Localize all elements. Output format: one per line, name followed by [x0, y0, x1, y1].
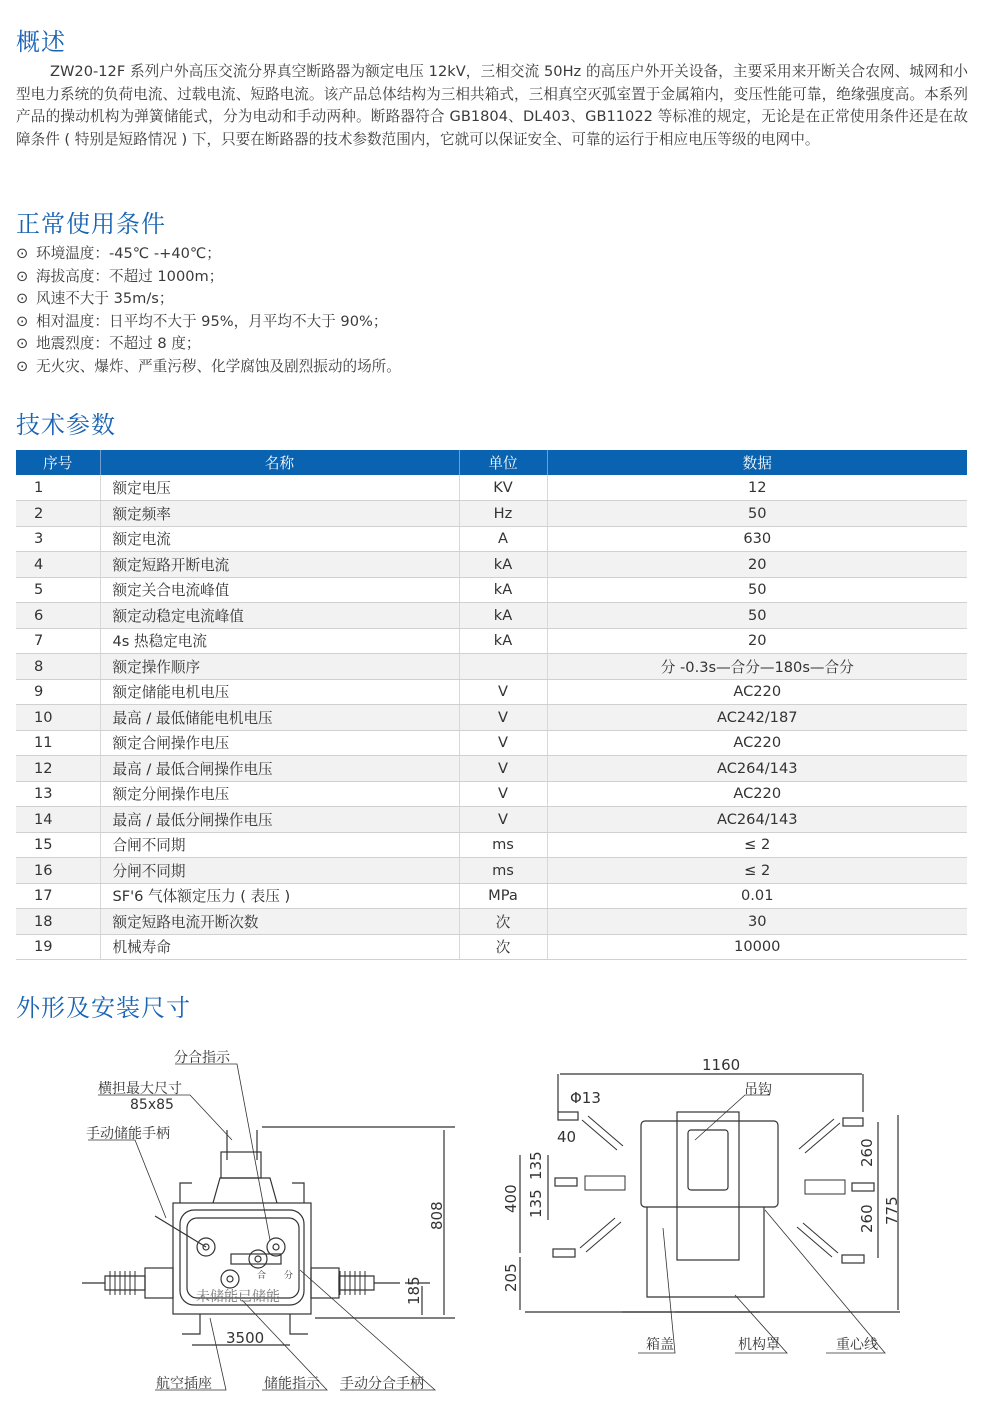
- cell-index: 16: [16, 858, 100, 884]
- cell-value: 0.01: [547, 883, 967, 909]
- dim-260-bottom: 260: [858, 1204, 876, 1233]
- cell-unit: kA: [459, 577, 547, 603]
- label-close: 合: [257, 1271, 267, 1281]
- cell-index: 7: [16, 628, 100, 654]
- cell-name: 额定操作顺序: [100, 654, 459, 680]
- condition-text: 风速不大于 35m/s；: [36, 290, 174, 308]
- dim-40: 40: [557, 1128, 577, 1146]
- cell-unit: V: [459, 730, 547, 756]
- cell-unit: V: [459, 679, 547, 705]
- overview-title: 概述: [16, 28, 66, 56]
- cell-value: 12: [547, 475, 967, 501]
- cell-name: 额定分闸操作电压: [100, 781, 459, 807]
- label-charge-state: 未储能已储能: [196, 1289, 280, 1305]
- dim-185: 185: [405, 1276, 423, 1305]
- label-center-of-gravity: 重心线: [836, 1337, 878, 1353]
- cell-value: 20: [547, 552, 967, 578]
- cell-unit: kA: [459, 628, 547, 654]
- cell-unit: V: [459, 756, 547, 782]
- bullet-icon: ⊙: [16, 245, 29, 262]
- cell-name: SF'6 气体额定压力 ( 表压 ): [100, 883, 459, 909]
- dim-phi13: Φ13: [570, 1089, 601, 1107]
- condition-text: 相对温度：日平均不大于 95%，月平均不大于 90%；: [36, 312, 388, 330]
- condition-text: 地震烈度：不超过 8 度；: [36, 335, 201, 353]
- cell-value: 20: [547, 628, 967, 654]
- cell-unit: A: [459, 526, 547, 552]
- label-aviation-socket: 航空插座: [156, 1376, 212, 1392]
- cell-name: 最高 / 最低合闸操作电压: [100, 756, 459, 782]
- cell-unit: MPa: [459, 883, 547, 909]
- params-title: 技术参数: [16, 411, 116, 439]
- cell-index: 18: [16, 909, 100, 935]
- overview-text: ZW20-12F 系列户外高压交流分界真空断路器为额定电压 12kV，三相交流 50Hz 的高压户外开关设备，主要采用来开断关合农网、城网和小型电力系统的负荷电流、过载电流、短路电流。该产品总体结构为三相共箱式，三相真空灭弧室置于金属箱内，变压性能可靠，绝缘强度高。本系列产品的操动机构为弹簧储能式，分为电动和手动两种。断路器符合 GB1804、DL403、GB11022 等标准的规定，无论是在正常使用条件还是在故障条件 ( 特别是短路情况 ) 下，只要在断路器的技术参数范围内，它就可以保证安全、可靠的运行于相应电压等级的电网中。: [16, 63, 968, 148]
- cell-name: 额定关合电流峰值: [100, 577, 459, 603]
- dimensions-title: 外形及安装尺寸: [16, 994, 191, 1022]
- col-header-name: 名称: [100, 450, 459, 475]
- cell-name: 4s 热稳定电流: [100, 628, 459, 654]
- cell-index: 11: [16, 730, 100, 756]
- cell-unit: kA: [459, 603, 547, 629]
- cell-value: ≤ 2: [547, 832, 967, 858]
- label-manual-charge-handle: 手动储能手柄: [86, 1126, 170, 1142]
- bullet-icon: ⊙: [16, 267, 29, 285]
- dim-775: 775: [883, 1196, 901, 1225]
- cell-index: 5: [16, 577, 100, 603]
- cell-value: 630: [547, 526, 967, 552]
- bullet-icon: ⊙: [16, 357, 29, 375]
- condition-text: 环境温度：-45℃ -+40℃；: [36, 245, 221, 262]
- bullet-icon: ⊙: [16, 312, 29, 330]
- cell-name: 机械寿命: [100, 934, 459, 960]
- dim-1160: 1160: [702, 1056, 741, 1074]
- cell-unit: KV: [459, 475, 547, 501]
- cell-index: 1: [16, 475, 100, 501]
- right-drawing-side-view: [520, 1074, 900, 1353]
- dim-205: 205: [502, 1263, 520, 1292]
- label-mechanism-cover: 机构罩: [738, 1337, 780, 1353]
- cell-value: 30: [547, 909, 967, 935]
- dim-135-bottom: 135: [527, 1189, 545, 1218]
- label-manual-open-close-handle: 手动分合手柄: [340, 1376, 424, 1392]
- bullet-icon: ⊙: [16, 335, 29, 353]
- cell-value: 50: [547, 603, 967, 629]
- cell-name: 额定电流: [100, 526, 459, 552]
- cell-name: 额定储能电机电压: [100, 679, 459, 705]
- cell-index: 19: [16, 934, 100, 960]
- cell-unit: 次: [459, 934, 547, 960]
- cell-value: 分 -0.3s—合分—180s—合分: [547, 654, 967, 680]
- cell-value: AC220: [547, 679, 967, 705]
- label-charge-indicator: 储能指示: [264, 1376, 320, 1392]
- condition-text: 海拔高度：不超过 1000m；: [36, 267, 224, 285]
- conditions-title: 正常使用条件: [16, 210, 166, 238]
- cell-unit: V: [459, 807, 547, 833]
- cell-index: 12: [16, 756, 100, 782]
- dim-400: 400: [502, 1184, 520, 1213]
- dim-3500: 3500: [226, 1329, 265, 1347]
- cell-unit: Hz: [459, 501, 547, 527]
- cell-index: 14: [16, 807, 100, 833]
- cell-index: 8: [16, 654, 100, 680]
- cell-name: 额定动稳定电流峰值: [100, 603, 459, 629]
- label-open: 分: [284, 1271, 294, 1281]
- cell-value: AC220: [547, 781, 967, 807]
- label-crossarm-size-value: 85x85: [130, 1097, 174, 1113]
- cell-name: 最高 / 最低储能电机电压: [100, 705, 459, 731]
- cell-unit: V: [459, 705, 547, 731]
- col-header-value: 数据: [547, 450, 967, 475]
- condition-text: 无火灾、爆炸、严重污秽、化学腐蚀及剧烈振动的场所。: [36, 357, 401, 375]
- cell-value: AC242/187: [547, 705, 967, 731]
- cell-value: AC220: [547, 730, 967, 756]
- cell-index: 17: [16, 883, 100, 909]
- bullet-icon: ⊙: [16, 290, 29, 308]
- cell-index: 10: [16, 705, 100, 731]
- cell-value: AC264/143: [547, 807, 967, 833]
- cell-value: ≤ 2: [547, 858, 967, 884]
- cell-name: 额定合闸操作电压: [100, 730, 459, 756]
- dim-135-top: 135: [527, 1151, 545, 1180]
- cell-name: 合闸不同期: [100, 832, 459, 858]
- cell-index: 13: [16, 781, 100, 807]
- cell-name: 最高 / 最低分闸操作电压: [100, 807, 459, 833]
- cell-name: 额定频率: [100, 501, 459, 527]
- cell-name: 分闸不同期: [100, 858, 459, 884]
- col-header-unit: 单位: [459, 450, 547, 475]
- cell-unit: ms: [459, 832, 547, 858]
- cell-unit: V: [459, 781, 547, 807]
- cell-unit: 次: [459, 909, 547, 935]
- cell-value: AC264/143: [547, 756, 967, 782]
- dim-808: 808: [428, 1201, 446, 1230]
- cell-name: 额定电压: [100, 475, 459, 501]
- cell-name: 额定短路电流开断次数: [100, 909, 459, 935]
- cell-index: 4: [16, 552, 100, 578]
- cell-index: 15: [16, 832, 100, 858]
- cell-name: 额定短路开断电流: [100, 552, 459, 578]
- col-header-index: 序号: [16, 450, 100, 475]
- cell-index: 3: [16, 526, 100, 552]
- cell-index: 2: [16, 501, 100, 527]
- cell-value: 50: [547, 577, 967, 603]
- dim-260-top: 260: [858, 1138, 876, 1167]
- label-open-close-indicator: 分合指示: [174, 1050, 230, 1066]
- label-box-cover: 箱盖: [646, 1337, 674, 1353]
- cell-unit: ms: [459, 858, 547, 884]
- cell-index: 6: [16, 603, 100, 629]
- cell-value: 10000: [547, 934, 967, 960]
- cell-index: 9: [16, 679, 100, 705]
- label-lifting-hook: 吊钩: [744, 1082, 772, 1098]
- cell-unit: kA: [459, 552, 547, 578]
- cell-value: 50: [547, 501, 967, 527]
- label-crossarm-size: 横担最大尺寸: [98, 1081, 182, 1097]
